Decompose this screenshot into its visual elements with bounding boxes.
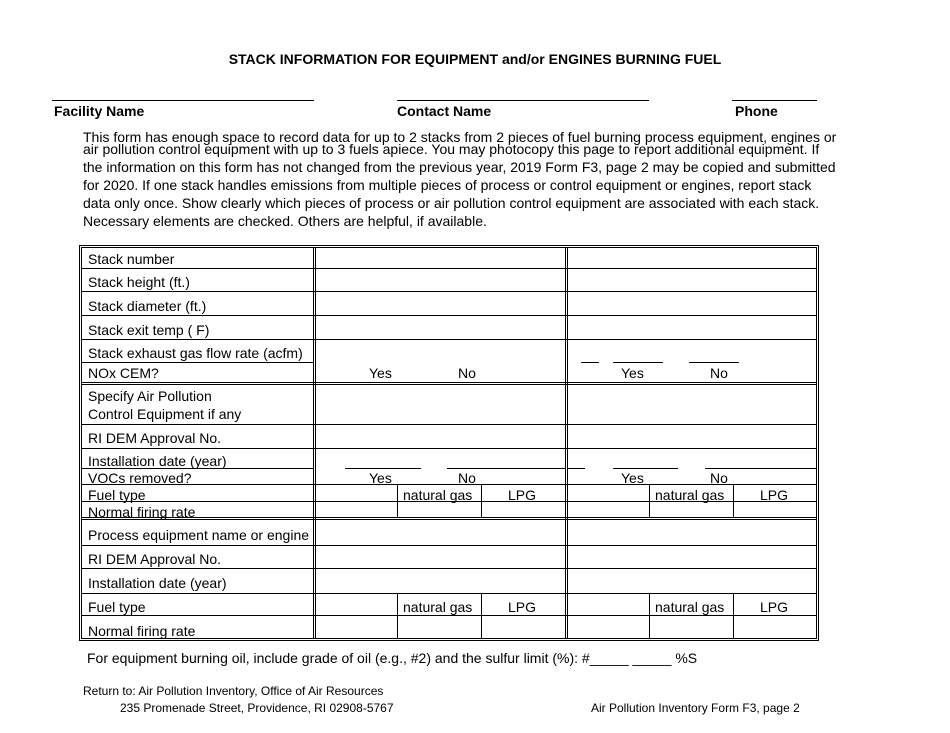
instructions-line: Necessary elements are checked. Others are helpful, if available.	[83, 213, 487, 229]
fuel-natural-gas-option-4[interactable]: natural gas	[655, 599, 725, 615]
row-label-firing-rate: Normal firing rate	[88, 504, 196, 520]
form-identifier: Air Pollution Inventory Form F3, page 2	[591, 701, 800, 715]
row-label-ri-dem-approval: RI DEM Approval No.	[88, 551, 222, 567]
fuel-lpg-option-3[interactable]: LPG	[508, 599, 537, 615]
row-label-apc-2: Control Equipment if any	[88, 406, 242, 422]
nox-no-option-2[interactable]: No	[710, 365, 728, 381]
nox-no-option-1[interactable]: No	[458, 365, 476, 381]
row-label-stack-height: Stack height (ft.)	[88, 274, 190, 290]
row-label-stack-exit-temp: Stack exit temp ( F)	[88, 322, 210, 338]
row-label-flow-rate: Stack exhaust gas flow rate (acfm)	[88, 345, 303, 361]
return-address-line-2: 235 Promenade Street, Providence, RI 02908-5767	[120, 701, 394, 715]
row-label-stack-number: Stack number	[88, 251, 175, 267]
row-label-installation-date: Installation date (year)	[88, 575, 227, 591]
instructions-line: the information on this form has not changed from the previous year, 2019 Form F3, page 2 may be copied and submitted	[83, 159, 836, 175]
form-title: STACK INFORMATION FOR EQUIPMENT and/or ENGINES BURNING FUEL	[228, 51, 722, 67]
nox-yes-option-2[interactable]: Yes	[621, 365, 644, 381]
instructions-paragraph	[83, 128, 873, 230]
row-label-vocs-removed: VOCs removed?	[88, 470, 192, 486]
row-label-stack-diameter: Stack diameter (ft.)	[88, 298, 207, 314]
instructions-line: This form has enough space to record data for up to 2 stacks from 2 pieces of fuel burning process equipment, engines or	[83, 129, 837, 145]
row-label-ri-dem-approval: RI DEM Approval No.	[88, 430, 222, 446]
row-label-process-equipment: Process equipment name or engine	[88, 527, 310, 543]
row-label-nox-cem: NOx CEM?	[88, 365, 159, 381]
nox-yes-option-1[interactable]: Yes	[369, 365, 392, 381]
facility-name-label: Facility Name	[54, 103, 145, 119]
row-label-fuel-type: Fuel type	[88, 599, 146, 615]
facility-name-field[interactable]	[52, 100, 314, 101]
row-label-fuel-type: Fuel type	[88, 487, 146, 503]
row-label-installation-date: Installation date (year)	[88, 453, 227, 469]
instructions-line: data only once. Show clearly which pieces of process or air pollution control equipment are associated with each stack.	[83, 195, 820, 211]
oil-grade-note: For equipment burning oil, include grade of oil (e.g., #2) and the sulfur limit (%): #_____ _____ %S	[87, 650, 698, 666]
phone-label: Phone	[735, 103, 778, 119]
instructions-line: air pollution control equipment with up to 3 fuels apiece. You may photocopy this page to report additional equipment. If	[83, 141, 820, 157]
contact-name-field[interactable]	[397, 100, 649, 101]
row-label-apc-1: Specify Air Pollution	[88, 388, 212, 404]
contact-name-label: Contact Name	[397, 103, 492, 119]
return-address-line-1: Return to: Air Pollution Inventory, Office of Air Resources	[83, 684, 384, 698]
vocs-no-option-1[interactable]: No	[458, 470, 476, 486]
fuel-lpg-option-4[interactable]: LPG	[760, 599, 789, 615]
vocs-no-option-2[interactable]: No	[710, 470, 728, 486]
fuel-natural-gas-option-2[interactable]: natural gas	[655, 487, 725, 503]
phone-field[interactable]	[732, 100, 817, 101]
fuel-lpg-option-1[interactable]: LPG	[508, 487, 537, 503]
stack-information-table	[79, 245, 819, 641]
fuel-natural-gas-option-1[interactable]: natural gas	[403, 487, 473, 503]
row-label-firing-rate: Normal firing rate	[88, 623, 196, 639]
vocs-yes-option-2[interactable]: Yes	[621, 470, 644, 486]
instructions-line: for 2020. If one stack handles emissions from multiple pieces of process or control equipment or engines, report stack	[83, 177, 812, 193]
fuel-natural-gas-option-3[interactable]: natural gas	[403, 599, 473, 615]
fuel-lpg-option-2[interactable]: LPG	[760, 487, 789, 503]
vocs-yes-option-1[interactable]: Yes	[369, 470, 392, 486]
